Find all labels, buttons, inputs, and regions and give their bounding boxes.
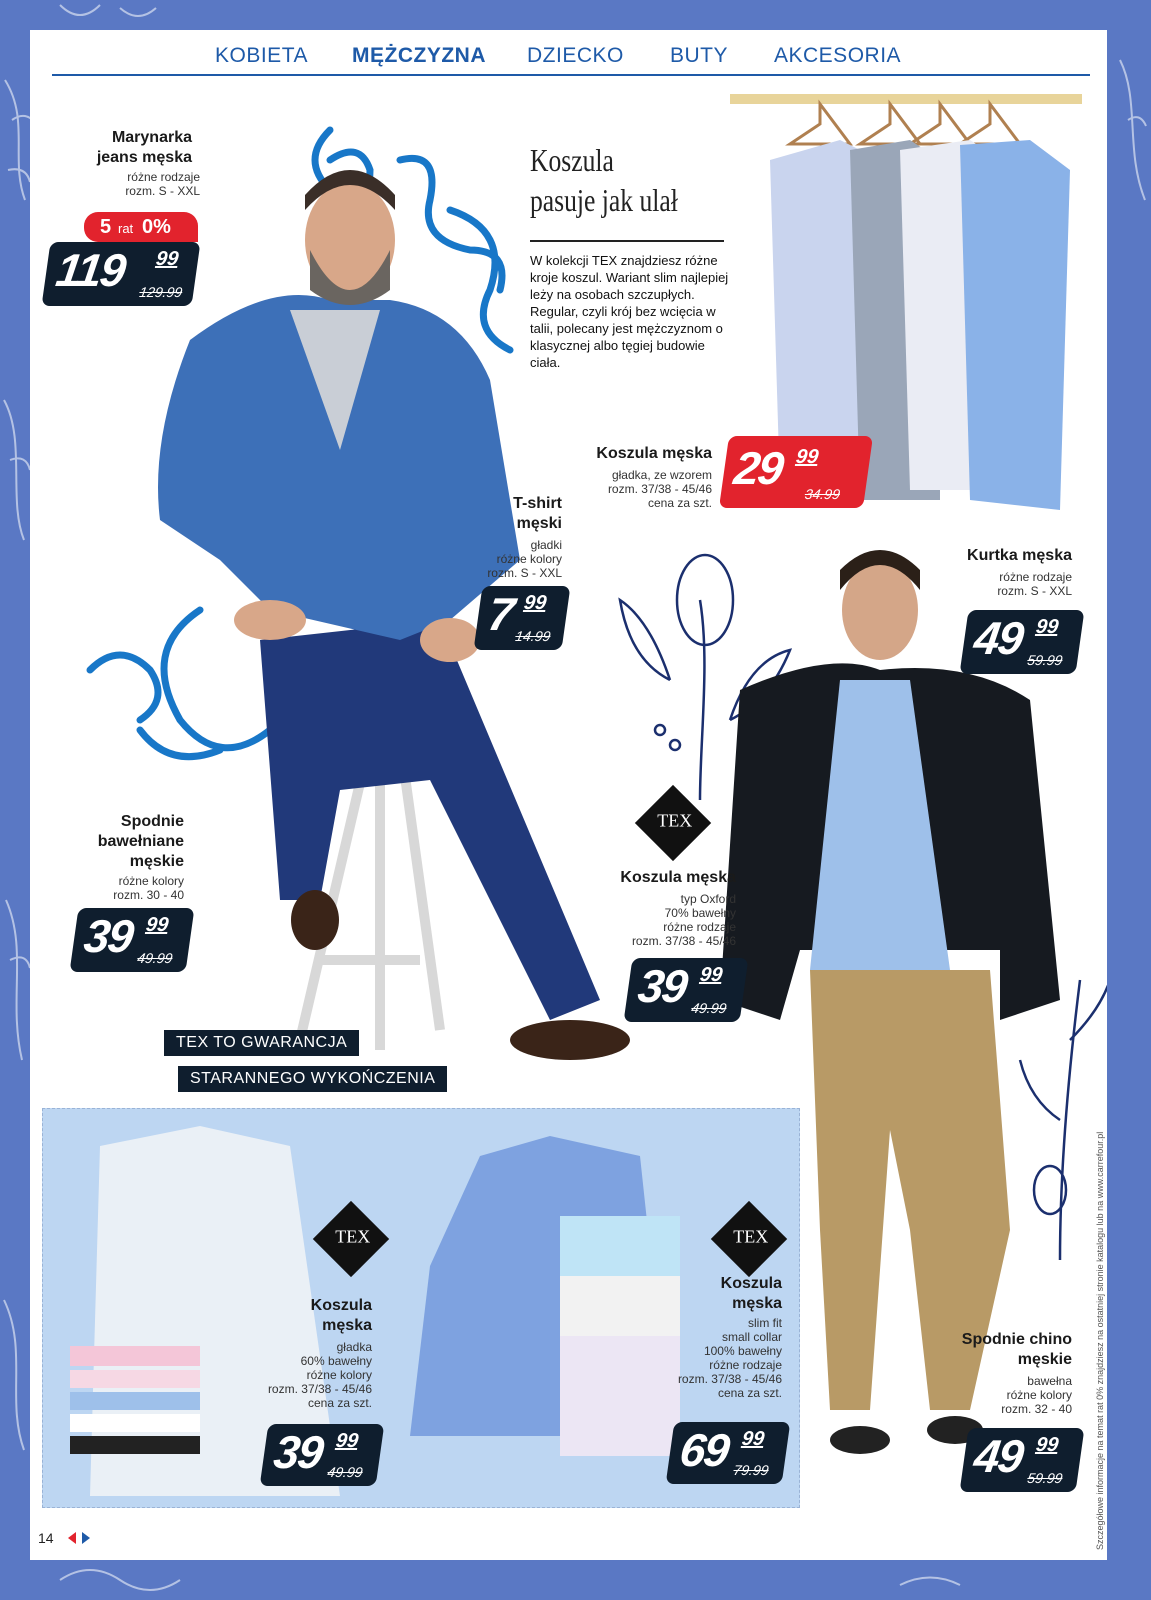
oxford-old-price: 49.99 (690, 1000, 728, 1016)
chino-title: Spodnie chino męskie (961, 1331, 1072, 1368)
shirt-plain-old-price: 49.99 (326, 1464, 364, 1480)
oxford-price: 39 (634, 960, 690, 1012)
chino-old-price: 59.99 (1026, 1470, 1064, 1486)
carrefour-logo-icon (66, 1530, 92, 1546)
blazer-price: 119 (52, 244, 128, 296)
trousers-title: Spodnie bawełniane męskie (97, 813, 184, 870)
installments-count: 5 (100, 216, 112, 238)
tshirt-price-tag (474, 586, 571, 650)
shirt-top-price-cents: 99 (794, 446, 820, 468)
trousers-old-price: 49.99 (136, 950, 174, 966)
shirt-plain-desc: gładka 60% bawełny różne kolory rozm. 37/38 - 45/46 cena za szt. (267, 1340, 372, 1410)
oxford-title: Koszula męska (620, 869, 736, 886)
blazer-price-tag (42, 242, 201, 306)
guarantee-banner-2: STARANNEGO WYKOŃCZENIA (178, 1066, 447, 1092)
tshirt-price-cents: 99 (522, 592, 548, 614)
trousers-price-cents: 99 (144, 914, 170, 936)
headline-divider (530, 240, 724, 242)
jacket-price-cents: 99 (1034, 616, 1060, 638)
nav-buty[interactable]: BUTY (670, 44, 729, 67)
shirt-slim-desc: slim fit small collar 100% bawełny różne rodzaje rozm. 37/38 - 45/46 cena za szt. (677, 1316, 782, 1400)
shirt-plain-price-tag (260, 1424, 385, 1486)
installments-badge (84, 212, 198, 242)
jacket-desc: różne rodzaje rozm. S - XXL (997, 570, 1072, 598)
blazer-desc: różne rodzaje rozm. S - XXL (125, 170, 200, 198)
nav-akcesoria[interactable]: AKCESORIA (774, 44, 902, 67)
shirt-slim-old-price: 79.99 (732, 1462, 770, 1478)
blazer-price-cents: 99 (154, 248, 180, 270)
nav-mezczyzna[interactable]: MĘŻCZYZNA (352, 44, 486, 67)
catalog-page (30, 30, 1107, 1560)
tshirt-old-price: 14.99 (514, 628, 552, 644)
shirt-top-price: 29 (730, 442, 786, 494)
nav-kobieta[interactable]: KOBIETA (215, 44, 308, 67)
tex-logo-text: TEX (733, 1226, 769, 1247)
jacket-title: Kurtka męska (967, 547, 1072, 564)
shirt-top-desc: gładka, ze wzorem rozm. 37/38 - 45/46 cena za szt. (607, 468, 712, 510)
installments-rate: 0% (142, 216, 171, 238)
guarantee-banner-1: TEX TO GWARANCJA (164, 1030, 359, 1056)
jacket-price-tag (960, 610, 1085, 674)
shirt-slim-price-tag (666, 1422, 791, 1484)
shirt-top-old-price: 34.99 (803, 486, 842, 502)
shirt-slim-title: Koszula męska (720, 1275, 782, 1312)
shirt-slim-price: 69 (676, 1424, 732, 1476)
oxford-price-tag (624, 958, 749, 1022)
oxford-desc: typ Oxford 70% bawełny różne rodzaje rozm. 37/38 - 45/46 (631, 892, 736, 948)
shirt-top-title: Koszula męska (596, 445, 712, 462)
shirt-slim-price-cents: 99 (740, 1428, 766, 1450)
page-number: 14 (38, 1530, 54, 1546)
jacket-price: 49 (970, 612, 1026, 664)
shirt-top-price-tag (719, 436, 873, 508)
tshirt-price: 7 (484, 588, 516, 640)
headline-line1: Koszula (530, 142, 614, 178)
trousers-price: 39 (80, 910, 136, 962)
tshirt-title: T-shirt męski (513, 495, 562, 532)
headline (530, 140, 690, 220)
chino-desc: bawełna różne kolory rozm. 32 - 40 (1001, 1374, 1072, 1416)
blazer-old-price: 129.99 (138, 284, 184, 300)
trousers-desc: różne kolory rozm. 30 - 40 (113, 874, 184, 902)
oxford-price-cents: 99 (698, 964, 724, 986)
shirt-plain-price: 39 (270, 1426, 326, 1478)
intro-text: W kolekcji TEX znajdziesz różne kroje koszul. Wariant slim najlepiej leży na osobach szczupłych. Regular, czyli krój bez wcięcia w talii, polecany jest mężczyznom o klasycznej albo tęgiej budowie ciała. (530, 253, 729, 370)
tex-logo-text: TEX (335, 1226, 371, 1247)
chino-price-tag (960, 1428, 1085, 1492)
chino-price: 49 (970, 1430, 1026, 1482)
headline-line2: pasuje jak ulał (530, 182, 678, 218)
jacket-old-price: 59.99 (1026, 652, 1064, 668)
trousers-price-tag (70, 908, 195, 972)
tex-logo-text: TEX (657, 810, 693, 831)
blazer-title: Marynarka jeans męska (96, 129, 192, 166)
chino-price-cents: 99 (1034, 1434, 1060, 1456)
installments-word: rat (118, 221, 134, 236)
shirt-plain-title: Koszula męska (310, 1297, 372, 1334)
shirt-plain-price-cents: 99 (334, 1430, 360, 1452)
tshirt-desc: gładki różne kolory rozm. S - XXL (487, 538, 562, 580)
nav-dziecko[interactable]: DZIECKO (527, 44, 624, 67)
side-note: Szczegółowe informacje na temat rat 0% znajdziesz na ostatniej stronie katalogu lub na www.carrefour.pl (1095, 1131, 1105, 1550)
